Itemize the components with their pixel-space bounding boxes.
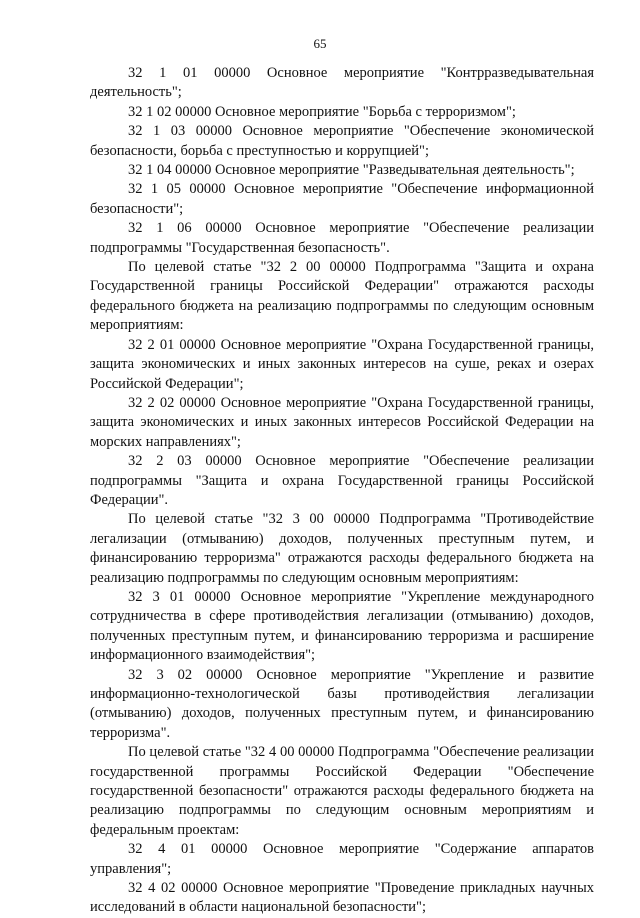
paragraph: 32 1 05 00000 Основное мероприятие "Обеспечение информационной безопасности"; bbox=[90, 181, 594, 217]
paragraph: 32 1 01 00000 Основное мероприятие "Контрразведывательная деятельность"; bbox=[90, 65, 594, 101]
paragraph: 32 4 02 00000 Основное мероприятие "Проведение прикладных научных исследований в области национальной безопасности"; bbox=[90, 880, 594, 916]
paragraph: 32 2 03 00000 Основное мероприятие "Обеспечение реализации подпрограммы "Защита и охрана Государственной границы Российской Федерации". bbox=[90, 453, 594, 508]
paragraph: По целевой статье "32 3 00 00000 Подпрограмма "Противодействие легализации (отмыванию) доходов, полученных преступным путем, и финансированию терроризма" отражаются расходы федерального бюджета на реализацию подпрограммы по следующим основным мероприятиям: bbox=[90, 511, 594, 586]
page-number: 65 bbox=[313, 36, 327, 51]
paragraph: 32 2 01 00000 Основное мероприятие "Охрана Государственной границы, защита экономических и иных законных интересов на суше, реках и озерах Российской Федерации"; bbox=[90, 336, 594, 392]
paragraph: По целевой статье "32 4 00 00000 Подпрограмма "Обеспечение реализации государственной программы Российской Федерации "Обеспечение государственной безопасности" отражаются расходы федерального бюджета на реализацию подпрограммы по следующим основным мероприятиям и федеральным проектам: bbox=[90, 744, 594, 838]
paragraph: 32 2 02 00000 Основное мероприятие "Охрана Государственной границы, защита экономических и иных законных интересов Российской Федерации на морских направлениях"; bbox=[90, 394, 594, 450]
paragraph: 32 3 02 00000 Основное мероприятие "Укрепление и развитие информационно-технологической базы противодействия легализации (отмыванию) доходов, полученных преступным путем, и финансированию терроризма". bbox=[90, 666, 594, 741]
paragraph: 32 4 01 00000 Основное мероприятие "Содержание аппаратов управления"; bbox=[90, 841, 594, 877]
paragraph: По целевой статье "32 2 00 00000 Подпрограмма "Защита и охрана Государственной границы Российской Федерации" отражаются расходы федерального бюджета на реализацию подпрограммы по следующим основным мероприятиям: bbox=[90, 259, 594, 334]
paragraph: 32 1 03 00000 Основное мероприятие "Обеспечение экономической безопасности, борьба с преступностью и коррупцией"; bbox=[90, 123, 594, 159]
paragraph: 32 3 01 00000 Основное мероприятие "Укрепление международного сотрудничества в сфере противодействия легализации (отмыванию) доходов, полученных преступным путем, и финансированию терроризма и расширение информационного взаимодействия"; bbox=[90, 588, 594, 664]
paragraph: 32 1 02 00000 Основное мероприятие "Борьба с терроризмом"; bbox=[128, 103, 516, 120]
paragraph: 32 1 04 00000 Основное мероприятие "Разведывательная деятельность"; bbox=[128, 162, 575, 179]
document-body bbox=[90, 64, 594, 918]
paragraph: 32 1 06 00000 Основное мероприятие "Обеспечение реализации подпрограммы "Государственная безопасность". bbox=[90, 220, 594, 256]
